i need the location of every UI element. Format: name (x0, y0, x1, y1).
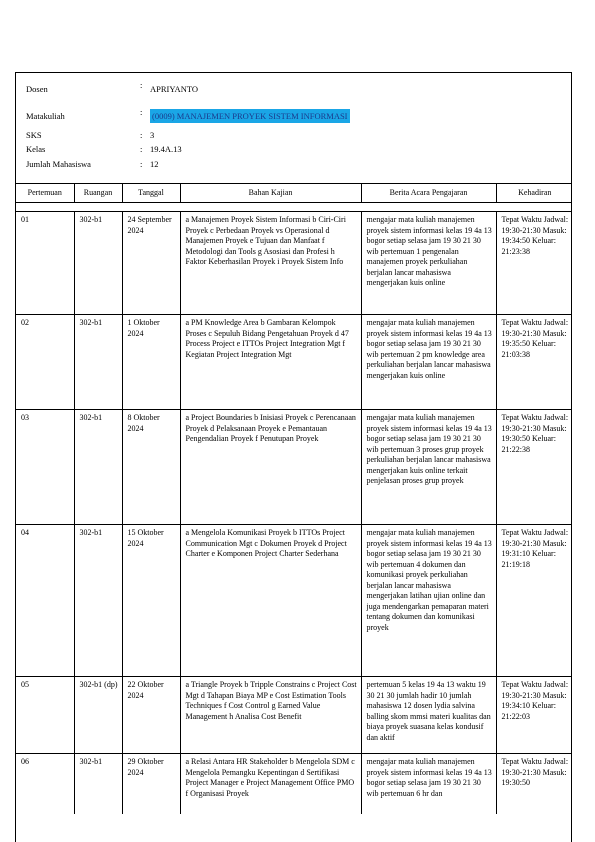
cell-ruangan: 302-b1 (74, 315, 122, 410)
cell-kehadiran: Tepat Waktu Jadwal: 19:30-21:30 Masuk: 19:35:50 Keluar: 21:03:38 (496, 315, 572, 410)
cell-tanggal: 22 Oktober 2024 (122, 677, 180, 754)
jumlah-mahasiswa-label: Jumlah Mahasiswa (26, 159, 91, 169)
cell-ruangan: 302-b1 (74, 212, 122, 315)
cell-bahan-kajian: a Project Boundaries b Inisiasi Proyek c Perencanaan Proyek d Pelaksanaan Proyek e Pemantauan Pengendalian Proyek f Penutupan Proyek (180, 410, 361, 525)
cell-berita-acara: pertemuan 5 kelas 19 4a 13 waktu 19 30 21 30 jumlah hadir 10 jumlah mahasiswa 12 dosen lydia salvina balling skom mmsi materi kualitas dan biaya proyek suasana kelas kondusif dan aktif (361, 677, 496, 754)
table-row (16, 315, 572, 410)
kelas-value: 19.4A.13 (150, 144, 182, 154)
matakuliah-label: Matakuliah (26, 111, 65, 121)
dosen-label: Dosen (26, 84, 48, 94)
matakuliah-value: (0009) MANAJEMEN PROYEK SISTEM INFORMASI (152, 111, 348, 121)
sks-label: SKS (26, 130, 42, 140)
cell-bahan-kajian: a Manajemen Proyek Sistem Informasi b Ciri-Ciri Proyek c Perbedaan Proyek vs Operasional d Manajemen Proyek e Tujuan dan Manfaat f Metodologi dan Tools g Asosiasi dan Profesi h Faktor Keberhasilan Proyek i Proyek Sistem Info (180, 212, 361, 315)
header-kehadiran: Kehadiran (496, 184, 572, 203)
cell-pertemuan: 03 (16, 410, 74, 525)
cell-kehadiran: Tepat Waktu Jadwal: 19:30-21:30 Masuk: 19:30:50 Keluar: 21:22:38 (496, 410, 572, 525)
header-bahan-kajian: Bahan Kajian (180, 184, 361, 203)
cell-pertemuan: 06 (16, 754, 74, 814)
header-berita-acara: Berita Acara Pengajaran (361, 184, 496, 203)
jumlah-mahasiswa-separator: : (140, 159, 143, 169)
table-row (16, 754, 572, 814)
cell-bahan-kajian: a Relasi Antara HR Stakeholder b Mengelola SDM c Mengelola Pemangku Kepentingan d Sertifikasi Project Manager e Project Management Office PMO f Organisasi Proyek (180, 754, 361, 814)
cell-pertemuan: 04 (16, 525, 74, 677)
cell-berita-acara: mengajar mata kuliah manajemen proyek sistem informasi kelas 19 4a 13 bogor setiap selasa jam 19 30 21 30 wib pertemuan 4 dokumen dan komunikasi proyek perkuliahan berjalan lancar mahasiswa mengerjakan latihan ujian online dan juga mendengarkan pemaparan materi tentang dokumen dan komunikasi proyek (361, 525, 496, 677)
kelas-separator: : (140, 144, 143, 154)
cell-berita-acara: mengajar mata kuliah manajemen proyek sistem informasi kelas 19 4a 13 bogor setiap selasa jam 19 30 21 30 wib pertemuan 1 pengenalan manajemen proyek perkuliahan berjalan lancar mahasiswa mengerjakan kuis online (361, 212, 496, 315)
cell-bahan-kajian: a Mengelola Komunikasi Proyek b ITTOs Project Communication Mgt c Dokumen Proyek d Project Charter e Komponen Project Charter Sederhana (180, 525, 361, 677)
attendance-table (16, 184, 572, 814)
matakuliah-separator: : (140, 107, 143, 117)
jumlah-mahasiswa-value: 12 (150, 159, 159, 169)
spacer-row (16, 203, 572, 212)
cell-berita-acara: mengajar mata kuliah manajemen proyek sistem informasi kelas 19 4a 13 bogor setiap selasa jam 19 30 21 30 wib pertemuan 6 hr dan (361, 754, 496, 814)
cell-ruangan: 302-b1 (74, 525, 122, 677)
cell-tanggal: 15 Oktober 2024 (122, 525, 180, 677)
cell-pertemuan: 01 (16, 212, 74, 315)
table-row (16, 677, 572, 754)
cell-kehadiran: Tepat Waktu Jadwal: 19:30-21:30 Masuk: 19:34:10 Keluar: 21:22:03 (496, 677, 572, 754)
header-pertemuan: Pertemuan (16, 184, 74, 203)
sks-value: 3 (150, 130, 155, 140)
dosen-separator: : (140, 80, 143, 90)
cell-tanggal: 29 Oktober 2024 (122, 754, 180, 814)
course-info-block (16, 73, 571, 184)
cell-kehadiran: Tepat Waktu Jadwal: 19:30-21:30 Masuk: 19:30:50 (496, 754, 572, 814)
table-row (16, 525, 572, 677)
header-ruangan: Ruangan (74, 184, 122, 203)
cell-bahan-kajian: a Triangle Proyek b Tripple Constrains c Project Cost Mgt d Tahapan Biaya MP e Cost Estimation Tools Techniques f Cost Control g Earned Value Management h Analisa Cost Benefit (180, 677, 361, 754)
table-header-row (16, 184, 572, 203)
cell-berita-acara: mengajar mata kuliah manajemen proyek sistem informasi kelas 19 4a 13 bogor setiap selasa jam 19 30 21 30 wib pertemuan 3 proses grup proyek perkuliahan berjalan lancar mahasiswa mengerjakan kuis online terkait penjelasan proses grup proyek (361, 410, 496, 525)
cell-ruangan: 302-b1 (74, 754, 122, 814)
cell-ruangan: 302-b1 (74, 410, 122, 525)
dosen-value: APRIYANTO (150, 84, 199, 94)
cell-pertemuan: 02 (16, 315, 74, 410)
sks-separator: : (140, 130, 143, 140)
lecture-report-frame (15, 72, 572, 842)
cell-tanggal: 8 Oktober 2024 (122, 410, 180, 525)
header-tanggal: Tanggal (122, 184, 180, 203)
table-row (16, 212, 572, 315)
cell-tanggal: 1 Oktober 2024 (122, 315, 180, 410)
cell-bahan-kajian: a PM Knowledge Area b Gambaran Kelompok Proses c Sepuluh Bidang Pengetahuan Proyek d 47 Process Project e ITTOs Project Integration Mgt f Kegiatan Project Integration Mgt (180, 315, 361, 410)
kelas-label: Kelas (26, 144, 46, 154)
cell-ruangan: 302-b1 (dp) (74, 677, 122, 754)
cell-tanggal: 24 September 2024 (122, 212, 180, 315)
table-row (16, 410, 572, 525)
cell-kehadiran: Tepat Waktu Jadwal: 19:30-21:30 Masuk: 19:31:10 Keluar: 21:19:18 (496, 525, 572, 677)
cell-berita-acara: mengajar mata kuliah manajemen proyek sistem informasi kelas 19 4a 13 bogor setiap selasa jam 19 30 21 30 wib pertemuan 2 pm knowledge area perkuliahan berjalan lancar mahasiswa mengerjakan kuis online (361, 315, 496, 410)
cell-kehadiran: Tepat Waktu Jadwal: 19:30-21:30 Masuk: 19:34:50 Keluar: 21:23:38 (496, 212, 572, 315)
cell-pertemuan: 05 (16, 677, 74, 754)
